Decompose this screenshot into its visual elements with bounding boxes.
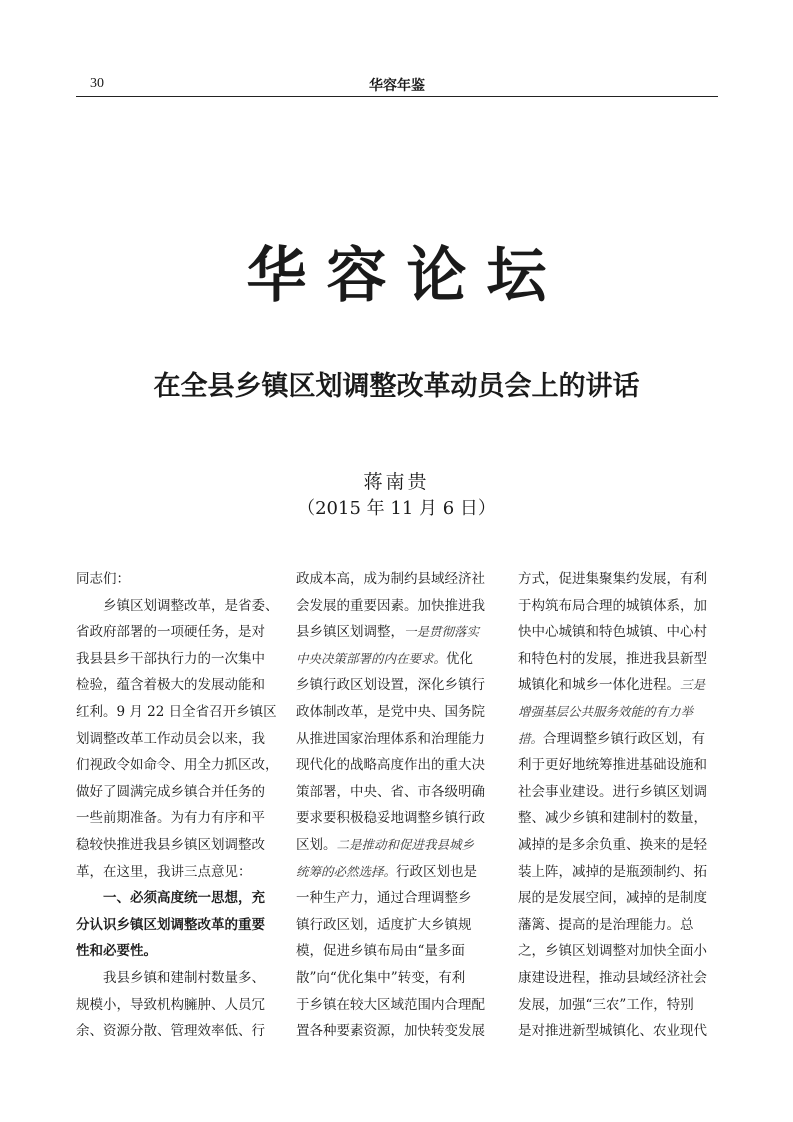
text-line — [296, 992, 498, 1019]
text-column-3 — [518, 566, 720, 1045]
text-line — [296, 566, 498, 593]
text-line — [296, 965, 498, 992]
text-line — [518, 1018, 720, 1045]
text-segment: 三是 — [680, 677, 706, 693]
text-segment: 和特色村的发展，推进我县新型 — [518, 650, 707, 667]
text-line — [296, 805, 498, 832]
text-line — [76, 672, 278, 699]
text-line — [296, 832, 498, 859]
text-line — [518, 566, 720, 593]
text-line — [296, 699, 498, 726]
text-segment: 区划。 — [296, 836, 337, 853]
text-segment: 快中心城镇和特色城镇、中心村 — [518, 624, 707, 641]
text-segment: 一种生产力，通过合理调整乡 — [296, 890, 472, 907]
text-segment: 乡镇行政区划设置，深化乡镇行 — [296, 677, 485, 694]
text-segment: 县乡镇区划调整， — [296, 624, 404, 641]
text-line — [76, 938, 278, 965]
text-segment: 革，在这里，我讲三点意见： — [76, 863, 252, 880]
text-segment: 会发展的重要因素。加快推进我 — [296, 597, 485, 614]
text-line — [296, 726, 498, 753]
text-line — [296, 752, 498, 779]
text-line — [76, 779, 278, 806]
text-column-1 — [76, 566, 278, 1045]
text-line — [518, 646, 720, 673]
text-segment: 现代化的战略高度作出的重大决 — [296, 757, 485, 774]
text-column-2 — [296, 566, 498, 1045]
text-line — [296, 646, 498, 673]
text-line — [76, 912, 278, 939]
text-line — [518, 832, 720, 859]
text-segment: 规模小，导致机构臃肿、人员冗 — [76, 996, 265, 1013]
text-segment: 红利。9 月 22 日全省召开乡镇区 — [76, 703, 277, 720]
text-line — [296, 1018, 498, 1045]
text-segment: 方式，促进集聚集约发展，有利 — [518, 571, 707, 587]
text-segment: 城镇化和城乡一体化进程。 — [518, 677, 680, 694]
text-line — [296, 912, 498, 939]
text-segment: 同志们： — [76, 571, 130, 587]
page-number: 30 — [90, 76, 104, 91]
speech-date: （2015 年 11 月 6 日） — [297, 498, 496, 519]
text-segment: 增强基层公共服务效能的有力举 — [518, 703, 694, 719]
text-segment: 我县乡镇和建制村数量多、 — [103, 969, 265, 986]
text-line — [518, 938, 720, 965]
text-line — [76, 1018, 278, 1045]
text-segment: 之，乡镇区划调整对加快全面小 — [518, 943, 707, 960]
article-title: 在全县乡镇区划调整改革动员会上的讲话 — [153, 371, 640, 402]
text-line — [76, 619, 278, 646]
text-line — [76, 965, 278, 992]
text-segment: 中央决策部署的内在要求。 — [296, 650, 447, 666]
text-segment: 一是贯彻落实 — [404, 624, 480, 640]
text-line — [296, 593, 498, 620]
text-segment: 性和必要性。 — [76, 943, 157, 960]
text-segment: 统筹的必然选择。 — [296, 863, 397, 879]
text-segment: 整、减少乡镇和建制村的数量， — [518, 810, 707, 827]
text-line — [296, 672, 498, 699]
text-line — [296, 619, 498, 646]
text-segment: 做好了圆满完成乡镇合并任务的 — [76, 783, 265, 800]
text-segment: 合理调整乡镇行政区划，有 — [543, 730, 706, 747]
header-rule — [76, 96, 718, 97]
text-line — [76, 726, 278, 753]
text-line — [518, 859, 720, 886]
text-segment: 是对推进新型城镇化、农业现代 — [518, 1023, 707, 1040]
text-line — [518, 726, 720, 753]
text-segment: 散”向“优化集中”转变，有利 — [296, 969, 466, 986]
text-line — [296, 885, 498, 912]
text-line — [518, 672, 720, 699]
text-line — [76, 859, 278, 886]
text-segment: 乡镇区划调整改革，是省委、 — [103, 597, 279, 614]
text-segment: 划调整改革工作动员会以来，我 — [76, 730, 265, 747]
text-line — [296, 938, 498, 965]
text-line — [518, 593, 720, 620]
text-segment: 措。 — [518, 730, 544, 746]
text-line — [76, 593, 278, 620]
text-line — [76, 646, 278, 673]
text-segment: 余、资源分散、管理效率低、行 — [76, 1023, 265, 1040]
text-segment: 一些前期准备。为有力有序和平 — [76, 810, 265, 827]
text-line — [296, 859, 498, 886]
text-segment: 省政府部署的一项硬任务，是对 — [76, 624, 265, 641]
text-segment: 置各种要素资源，加快转变发展 — [296, 1023, 485, 1040]
text-segment: 社会事业建设。进行乡镇区划调 — [518, 783, 707, 800]
text-line — [76, 832, 278, 859]
text-segment: 策部署，中央、省、市各级明确 — [296, 783, 485, 800]
text-segment: 于构筑布局合理的城镇体系，加 — [518, 597, 707, 614]
text-segment: 发展，加强“三农”工作，特别 — [518, 996, 694, 1013]
section-title: 华容论坛 — [246, 241, 567, 311]
text-line — [76, 752, 278, 779]
text-segment: 要求要积极稳妥地调整乡镇行政 — [296, 810, 485, 827]
text-segment: 从推进国家治理体系和治理能力 — [296, 730, 485, 747]
page-header — [76, 70, 718, 100]
text-line — [296, 779, 498, 806]
text-segment: 于乡镇在较大区域范围内合理配 — [296, 996, 485, 1013]
text-line — [518, 699, 720, 726]
text-segment: 优化 — [446, 650, 474, 667]
text-line — [518, 752, 720, 779]
text-line — [76, 992, 278, 1019]
text-segment: 分认识乡镇区划调整改革的重要 — [76, 916, 265, 933]
text-line — [518, 912, 720, 939]
text-line — [518, 779, 720, 806]
text-line — [76, 566, 278, 593]
text-line — [76, 885, 278, 912]
text-segment: 利于更好地统筹推进基础设施和 — [518, 757, 707, 774]
text-segment: 展的是发展空间，减掉的是制度 — [518, 890, 707, 907]
text-segment: 政成本高，成为制约县域经济社 — [296, 571, 485, 587]
text-line — [76, 699, 278, 726]
running-title: 华容年鉴 — [369, 78, 425, 94]
text-line — [518, 885, 720, 912]
text-segment: 康建设进程，推动县域经济社会 — [518, 969, 707, 986]
text-segment: 行政区划也是 — [396, 863, 478, 880]
text-segment: 检验，蕴含着极大的发展动能和 — [76, 677, 265, 694]
text-segment: 一、必须高度统一思想，充 — [103, 890, 265, 907]
text-line — [518, 619, 720, 646]
text-segment: 减掉的是多余负重、换来的是轻 — [518, 836, 707, 853]
text-segment: 藩篱、提高的是治理能力。总 — [518, 916, 694, 933]
text-line — [76, 805, 278, 832]
text-segment: 稳较快推进我县乡镇区划调整改 — [76, 836, 265, 853]
text-segment: 们视政令如命令、用全力抓区改， — [76, 757, 279, 774]
text-segment: 装上阵，减掉的是瓶颈制约、拓 — [518, 863, 707, 880]
text-segment: 镇行政区划，适度扩大乡镇规 — [296, 916, 472, 933]
text-segment: 模，促进乡镇布局由“量多面 — [296, 943, 465, 960]
text-segment: 二是推动和促进我县城乡 — [336, 836, 475, 852]
text-segment: 政体制改革，是党中央、国务院 — [296, 703, 485, 720]
author: 蒋南贵 — [363, 471, 430, 493]
text-line — [518, 992, 720, 1019]
text-segment: 我县县乡干部执行力的一次集中 — [76, 650, 265, 667]
text-line — [518, 965, 720, 992]
text-line — [518, 805, 720, 832]
